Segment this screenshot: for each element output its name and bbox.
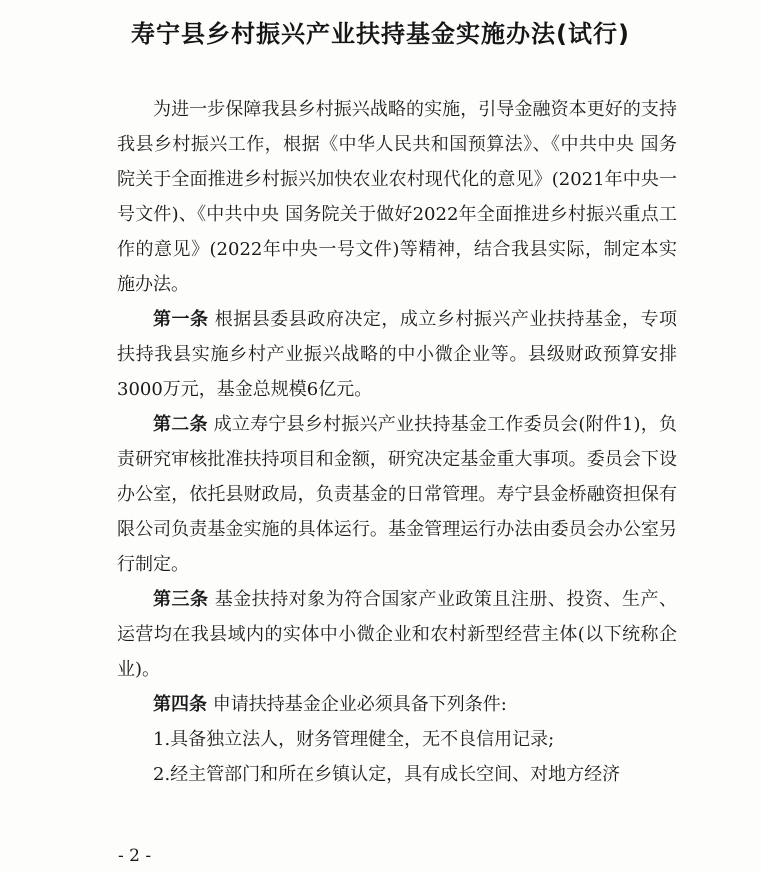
paragraph-text: 成立寿宁县乡村振兴产业扶持基金工作委员会(附件1)，负责研究审核批准扶持项目和金额，研究决定基金重大事项。委员会下设办公室，依托县财政局，负责基金的日常管理。寿宁县金桥融资担保有限公司负责基金实施的具体运行。基金管理运行办法由委员会办公室另行制定。 [117,414,677,575]
paragraph-text: 申请扶持基金企业必须具备下列条件: [207,694,507,715]
condition-item-2 [117,757,677,792]
paragraph-text: 为进一步保障我县乡村振兴战略的实施，引导金融资本更好的支持我县乡村振兴工作，根据《中华人民共和国预算法》、《中共中央 国务院关于全面推进乡村振兴加快农业农村现代化的意见》(2021年中央一号文件)、《中共中央 国务院关于做好2022年全面推进乡村振兴重点工作的意见》(2022年中央一号文件)等精神，结合我县实际，制定本实施办法。 [117,99,677,295]
paragraph-text: 基金扶持对象为符合国家产业政策且注册、投资、生产、运营均在我县域内的实体中小微企业和农村新型经营主体(以下统称企业)。 [117,589,677,680]
preamble-paragraph [117,92,677,302]
article-label: 第一条 [153,309,209,330]
article-4-paragraph [117,687,677,722]
article-1-paragraph [117,302,677,407]
paragraph-text: 2.经主管部门和所在乡镇认定，具有成长空间、对地方经济 [153,764,621,785]
document-body [117,92,677,792]
paragraph-text: 1.具备独立法人，财务管理健全，无不良信用记录; [153,729,555,750]
article-3-paragraph [117,582,677,687]
article-2-paragraph [117,407,677,582]
document-title: 寿宁县乡村振兴产业扶持基金实施办法(试行) [131,20,630,48]
condition-item-1 [117,722,677,757]
article-label: 第四条 [153,694,207,715]
page-number: - 2 - [118,846,152,866]
paragraph-text: 根据县委县政府决定，成立乡村振兴产业扶持基金，专项扶持我县实施乡村产业振兴战略的中小微企业等。县级财政预算安排3000万元，基金总规模6亿元。 [117,309,677,400]
article-label: 第三条 [153,589,209,610]
article-label: 第二条 [153,414,208,435]
